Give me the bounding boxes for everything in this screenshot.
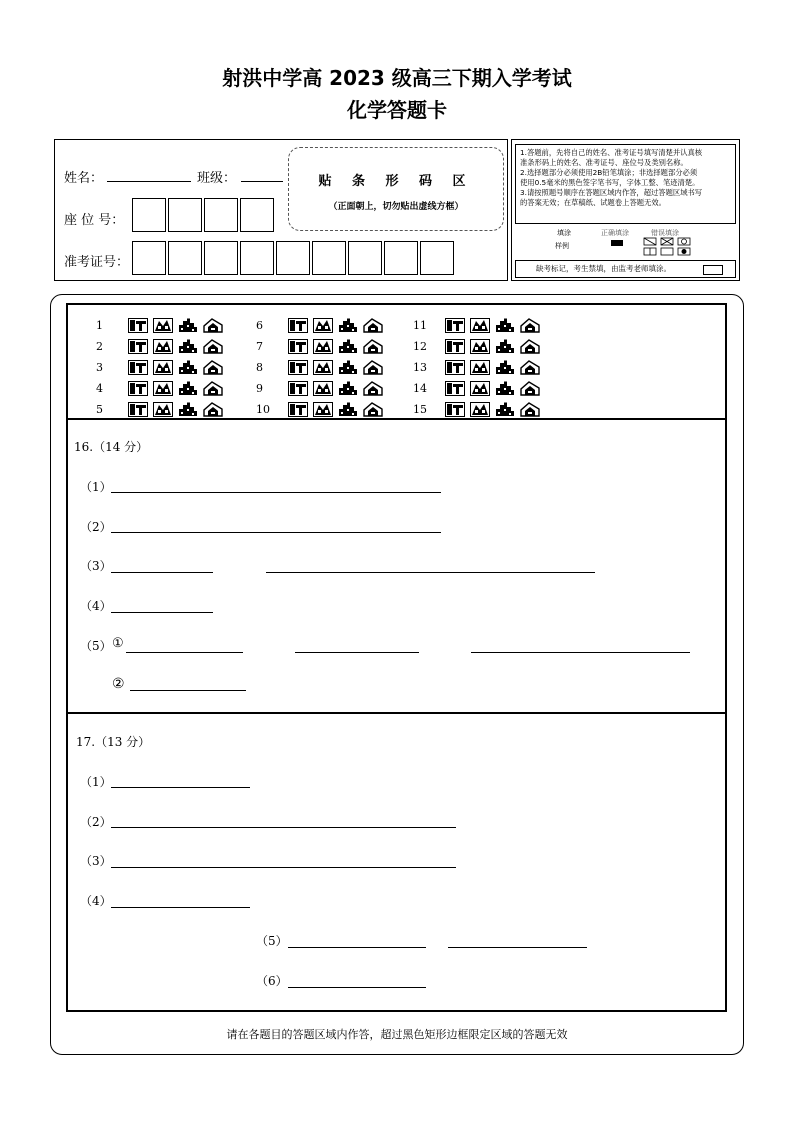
notice-line: 2.选择题部分必须使用2B铅笔填涂；非选择题部分必须 (520, 168, 698, 177)
question-number: 15 (413, 403, 427, 416)
option-d-bubble[interactable] (203, 402, 223, 417)
option-c-bubble[interactable] (495, 339, 515, 354)
option-d-bubble[interactable] (520, 381, 540, 396)
wrong-fill-icons (643, 237, 695, 257)
seat-cell[interactable] (132, 198, 166, 232)
exam-id-cell[interactable] (168, 241, 202, 275)
option-a-bubble[interactable] (288, 402, 308, 417)
question-number: 8 (256, 361, 263, 374)
option-b-bubble[interactable] (313, 360, 333, 375)
q16-part-3-answer-line-2[interactable] (266, 572, 595, 573)
choice-row (256, 336, 388, 357)
footer-note: 请在各题目的答题区域内作答，超过黑色矩形边框限定区域的答题无效 (226, 1028, 568, 1041)
q16-heading: 16.（14 分） (74, 440, 149, 454)
option-b-bubble[interactable] (470, 402, 490, 417)
question-number: 1 (96, 319, 103, 332)
option-c-bubble[interactable] (338, 339, 358, 354)
q17-part-1-answer-line[interactable] (111, 787, 250, 788)
exam-id-cell[interactable] (132, 241, 166, 275)
barcode-title: 贴 条 形 码 区 (318, 174, 474, 189)
option-a-bubble[interactable] (128, 381, 148, 396)
question-number: 7 (256, 340, 263, 353)
choice-row (413, 357, 545, 378)
option-d-bubble[interactable] (363, 381, 383, 396)
option-d-bubble[interactable] (520, 360, 540, 375)
exam-id-cell[interactable] (276, 241, 310, 275)
q17-part-6-answer-line[interactable] (288, 987, 426, 988)
class-field[interactable] (241, 181, 283, 182)
choice-row (413, 315, 545, 336)
q17-part-3-answer-line[interactable] (111, 867, 456, 868)
seat-cell[interactable] (204, 198, 238, 232)
q16-part-2-label: （2） (80, 520, 112, 534)
example-label: 样例 (555, 242, 569, 250)
name-field[interactable] (107, 181, 191, 182)
fill-example (515, 227, 736, 257)
notice-line: 3.请按照题号顺序在答题区域内作答，超过答题区域书写 (520, 188, 703, 197)
absent-note: 缺考标记，考生禁填，由监考老师填涂。 (536, 264, 671, 273)
option-b-bubble[interactable] (313, 402, 333, 417)
option-d-bubble[interactable] (363, 339, 383, 354)
q16-part-5-answer-line-2[interactable] (295, 652, 419, 653)
exam-id-cell[interactable] (240, 241, 274, 275)
q17-part-5-answer-line-1[interactable] (288, 947, 426, 948)
seat-number-cells[interactable] (132, 198, 276, 232)
seat-cell[interactable] (240, 198, 274, 232)
q16-part-5-answer-line-1[interactable] (126, 652, 243, 653)
divider (66, 712, 727, 714)
seat-cell[interactable] (168, 198, 202, 232)
wrong-label: 错误填涂 (651, 229, 679, 237)
option-d-bubble[interactable] (520, 318, 540, 333)
choice-row (96, 357, 228, 378)
option-b-bubble[interactable] (470, 318, 490, 333)
notice-line: 使用0.5毫米的黑色签字笔书写，字体工整、笔迹清楚。 (520, 178, 700, 187)
absent-mark (515, 260, 736, 278)
exam-id-cell[interactable] (348, 241, 382, 275)
q16-part-4-label: （4） (80, 599, 112, 613)
option-c-bubble[interactable] (338, 381, 358, 396)
q17-part-4-answer-line[interactable] (111, 907, 250, 908)
option-a-bubble[interactable] (288, 381, 308, 396)
q16-part-3-answer-line-1[interactable] (111, 572, 213, 573)
question-number: 2 (96, 340, 103, 353)
option-c-bubble[interactable] (495, 381, 515, 396)
question-number: 5 (96, 403, 103, 416)
choice-row (256, 378, 388, 399)
option-a-bubble[interactable] (128, 318, 148, 333)
option-b-bubble[interactable] (153, 360, 173, 375)
option-c-bubble[interactable] (178, 381, 198, 396)
q17-heading: 17.（13 分） (76, 735, 151, 749)
question-number: 13 (413, 361, 427, 374)
q16-part-1-label: （1） (80, 480, 112, 494)
q16-part-5-answer-line-3[interactable] (471, 652, 690, 653)
option-d-bubble[interactable] (203, 339, 223, 354)
option-a-bubble[interactable] (445, 318, 465, 333)
option-a-bubble[interactable] (128, 360, 148, 375)
correct-label: 正确填涂 (601, 229, 629, 237)
option-a-bubble[interactable] (288, 360, 308, 375)
choice-row (256, 357, 388, 378)
option-c-bubble[interactable] (338, 402, 358, 417)
option-b-bubble[interactable] (153, 318, 173, 333)
option-b-bubble[interactable] (470, 381, 490, 396)
choice-row (96, 378, 228, 399)
correct-fill-icon (611, 240, 623, 246)
option-a-bubble[interactable] (445, 360, 465, 375)
q17-part-4-label: （4） (80, 894, 112, 908)
option-a-bubble[interactable] (445, 339, 465, 354)
exam-id-cell[interactable] (204, 241, 238, 275)
q16-part-5-label: （5） (80, 639, 112, 653)
q16-part-1-answer-line[interactable] (111, 492, 441, 493)
choice-column-3 (413, 315, 545, 420)
q17-part-2-answer-line[interactable] (111, 827, 456, 828)
option-a-bubble[interactable] (445, 402, 465, 417)
option-a-bubble[interactable] (288, 339, 308, 354)
q16-part-3-label: （3） (80, 559, 112, 573)
question-number: 6 (256, 319, 263, 332)
q17-part-5-answer-line-2[interactable] (448, 947, 587, 948)
option-c-bubble[interactable] (495, 318, 515, 333)
q17-part-5-label: （5） (256, 934, 288, 948)
option-d-bubble[interactable] (363, 360, 383, 375)
option-c-bubble[interactable] (338, 360, 358, 375)
option-a-bubble[interactable] (288, 318, 308, 333)
question-number: 4 (96, 382, 103, 395)
option-a-bubble[interactable] (445, 381, 465, 396)
option-b-bubble[interactable] (153, 339, 173, 354)
notice-line: 1.答题前，先将自己的姓名、准考证号填写清楚并认真核 (520, 148, 703, 157)
choice-row (256, 399, 388, 420)
option-b-bubble[interactable] (313, 318, 333, 333)
option-b-bubble[interactable] (313, 339, 333, 354)
exam-id-cell[interactable] (384, 241, 418, 275)
exam-id-cell[interactable] (312, 241, 346, 275)
option-c-bubble[interactable] (338, 318, 358, 333)
class-label: 班级： (197, 171, 237, 186)
absent-checkbox[interactable] (703, 265, 723, 275)
exam-id-label: 准考证号： (64, 255, 130, 270)
option-d-bubble[interactable] (203, 360, 223, 375)
option-b-bubble[interactable] (153, 402, 173, 417)
option-d-bubble[interactable] (363, 402, 383, 417)
q16-part-5-circle-1: ① (112, 636, 124, 651)
option-c-bubble[interactable] (495, 402, 515, 417)
notice-line: 准条形码上的姓名、准考证号、座位号及类别名称。 (520, 158, 688, 167)
q16-part-4-answer-line[interactable] (111, 612, 213, 613)
choice-row (413, 378, 545, 399)
option-d-bubble[interactable] (520, 402, 540, 417)
option-c-bubble[interactable] (178, 360, 198, 375)
seat-label: 座 位 号： (64, 213, 125, 228)
q17-part-3-label: （3） (80, 854, 112, 868)
option-d-bubble[interactable] (203, 381, 223, 396)
exam-id-cell[interactable] (420, 241, 454, 275)
choice-row (413, 399, 545, 420)
question-number: 9 (256, 382, 263, 395)
fill-label: 填涂 (557, 229, 571, 237)
q17-part-6-label: （6） (256, 974, 288, 988)
sheet-title: 化学答题卡 (347, 98, 447, 122)
barcode-note: （正面朝上，切勿贴出虚线方框） (328, 202, 464, 212)
option-d-bubble[interactable] (520, 339, 540, 354)
q17-part-2-label: （2） (80, 815, 112, 829)
option-b-bubble[interactable] (153, 381, 173, 396)
question-number: 3 (96, 361, 103, 374)
choice-column-1 (96, 315, 228, 420)
choice-row (413, 336, 545, 357)
q16-part-2-answer-line[interactable] (111, 532, 441, 533)
question-number: 11 (413, 319, 427, 332)
choice-column-2 (256, 315, 388, 420)
option-a-bubble[interactable] (128, 339, 148, 354)
choice-row (96, 399, 228, 420)
option-b-bubble[interactable] (470, 339, 490, 354)
barcode-area (288, 147, 504, 231)
name-label: 姓名： (64, 171, 104, 186)
question-number: 10 (256, 403, 270, 416)
option-c-bubble[interactable] (178, 318, 198, 333)
q16-part-5-circle-2: ② (112, 676, 125, 692)
option-a-bubble[interactable] (128, 402, 148, 417)
option-c-bubble[interactable] (178, 339, 198, 354)
option-c-bubble[interactable] (495, 360, 515, 375)
question-number: 14 (413, 382, 427, 395)
exam-id-cells[interactable] (132, 241, 456, 275)
choice-row (96, 315, 228, 336)
option-d-bubble[interactable] (363, 318, 383, 333)
question-number: 12 (413, 340, 427, 353)
exam-title: 射洪中学高 2023 级高三下期入学考试 (222, 66, 572, 90)
notice-text (515, 144, 736, 224)
q17-part-1-label: （1） (80, 775, 112, 789)
notice-line: 的答案无效；在草稿纸、试题卷上答题无效。 (520, 198, 666, 207)
choice-row (96, 336, 228, 357)
q16-part-5-answer-line-4[interactable] (130, 690, 246, 691)
option-b-bubble[interactable] (313, 381, 333, 396)
choice-row (256, 315, 388, 336)
option-b-bubble[interactable] (470, 360, 490, 375)
option-c-bubble[interactable] (178, 402, 198, 417)
option-d-bubble[interactable] (203, 318, 223, 333)
